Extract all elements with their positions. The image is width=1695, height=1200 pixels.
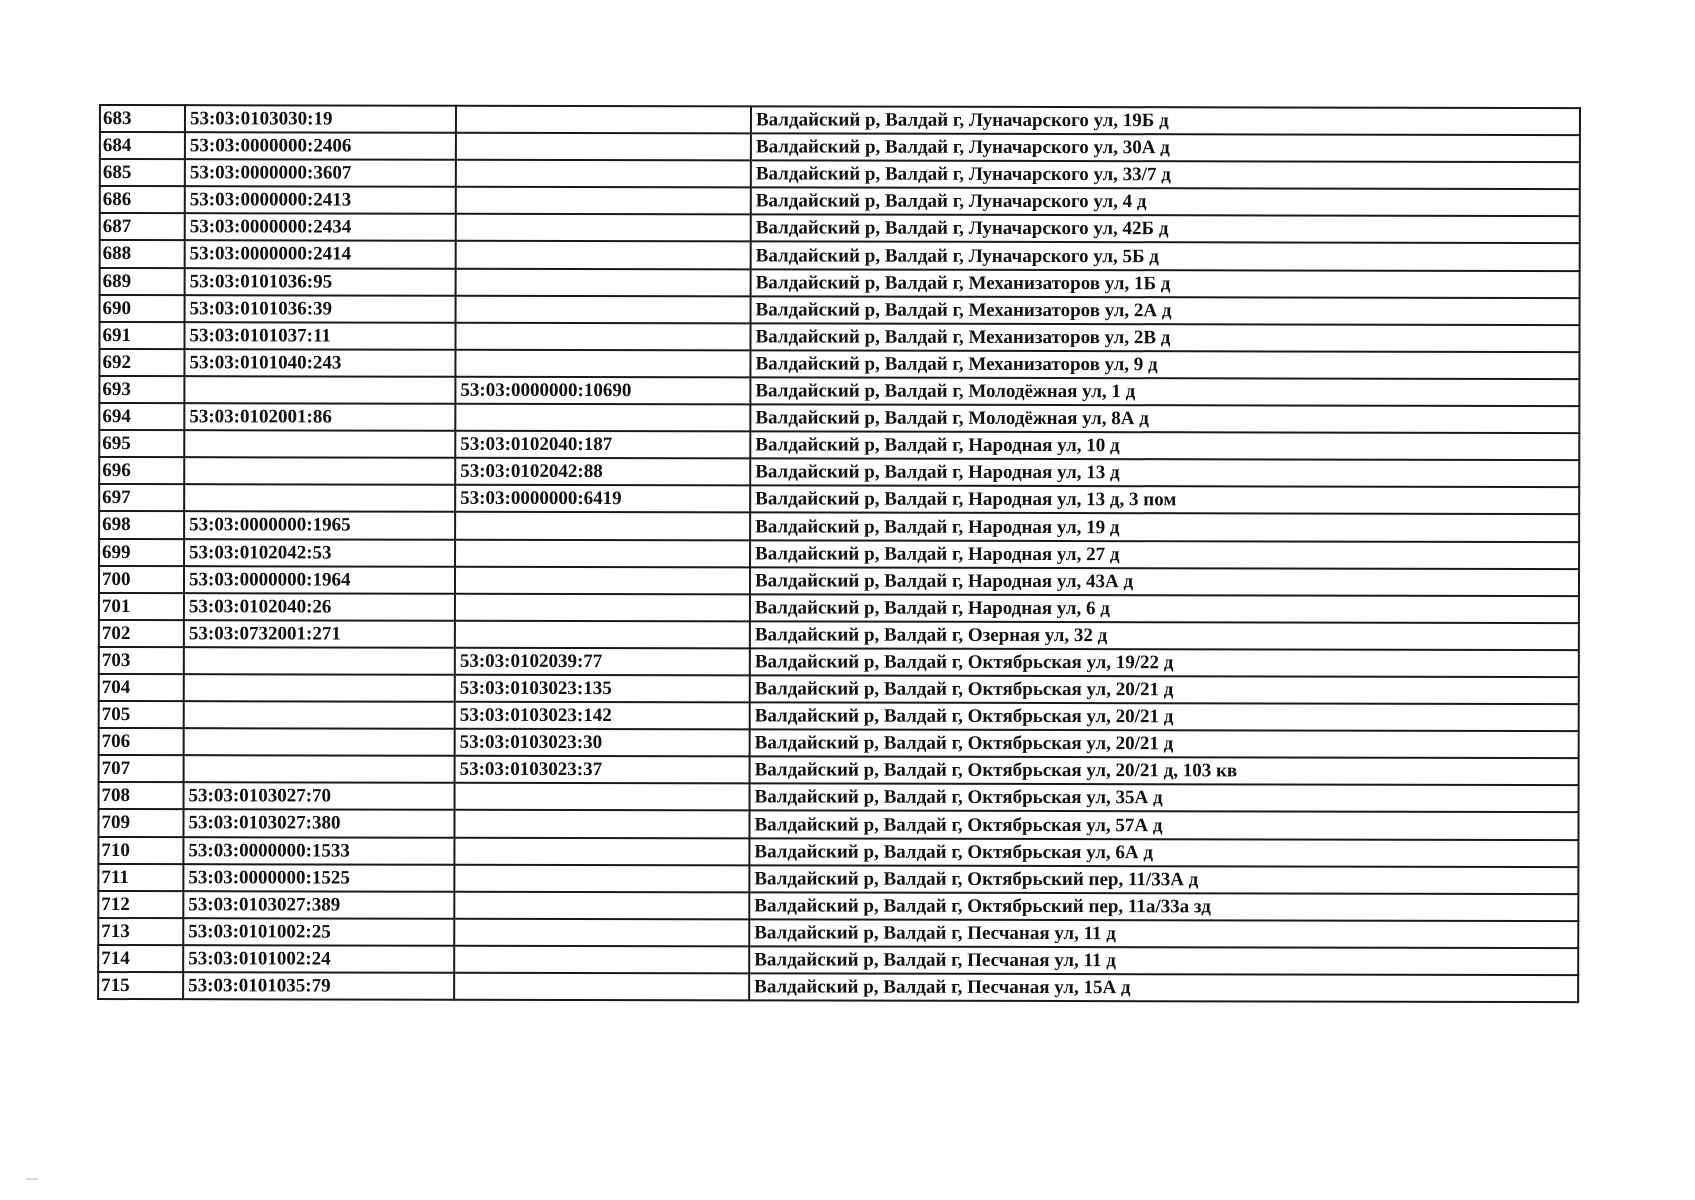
- cadastral-number-primary: 53:03:0000000:1525: [183, 864, 454, 892]
- table-row: [99, 755, 1579, 785]
- cadastral-number-primary: 53:03:0102001:86: [184, 403, 455, 431]
- cadastral-number-secondary: [455, 566, 750, 594]
- property-address: Валдайский р, Валдай г, Песчаная ул, 15А д: [749, 973, 1578, 1002]
- property-address: Валдайский р, Валдай г, Луначарского ул, 4 д: [751, 188, 1580, 217]
- table-row: [100, 295, 1580, 325]
- property-address: Валдайский р, Валдай г, Механизаторов ул, 9 д: [750, 350, 1579, 379]
- row-number: 704: [99, 674, 184, 701]
- cadastral-number-primary: 53:03:0000000:2434: [185, 214, 456, 242]
- row-number: 689: [100, 268, 185, 295]
- row-number: 707: [99, 755, 184, 782]
- cadastral-number-primary: 53:03:0000000:2406: [185, 132, 456, 160]
- cadastral-number-primary: 53:03:0101037:11: [184, 322, 455, 350]
- table-row: [98, 809, 1578, 839]
- property-address: Валдайский р, Валдай г, Октябрьский пер, 11/33А д: [749, 865, 1578, 894]
- row-number: 714: [98, 945, 183, 972]
- cadastral-number-secondary: 53:03:0102040:187: [455, 431, 750, 459]
- table-row: [98, 945, 1578, 975]
- cadastral-number-primary: 53:03:0102042:53: [184, 539, 455, 567]
- table-row: [98, 837, 1578, 867]
- cadastral-number-secondary: 53:03:0103023:30: [455, 729, 750, 757]
- property-address: Валдайский р, Валдай г, Молодёжная ул, 8А д: [750, 404, 1579, 433]
- row-number: 683: [100, 105, 185, 132]
- row-number: 706: [99, 728, 184, 755]
- table-row: [99, 728, 1579, 758]
- row-number: 694: [99, 403, 184, 430]
- cadastral-number-secondary: [456, 241, 751, 269]
- cadastral-number-secondary: [454, 837, 749, 865]
- cadastral-number-secondary: [454, 810, 749, 838]
- row-number: 688: [100, 240, 185, 267]
- property-address: Валдайский р, Валдай г, Песчаная ул, 11 д: [749, 919, 1578, 948]
- row-number: 712: [98, 891, 183, 918]
- table-row: [99, 322, 1579, 352]
- cadastral-number-primary: 53:03:0101036:39: [185, 295, 456, 323]
- row-number: 711: [98, 864, 183, 891]
- row-number: 698: [99, 511, 184, 538]
- property-address: Валдайский р, Валдай г, Октябрьская ул, 20/21 д, 103 кв: [750, 757, 1579, 786]
- table-row: [99, 593, 1579, 623]
- scan-artifact-mark: [26, 1178, 38, 1180]
- row-number: 697: [99, 484, 184, 511]
- table-row: [99, 782, 1579, 812]
- cadastral-number-secondary: [455, 593, 750, 621]
- cadastral-number-secondary: 53:03:0000000:10690: [455, 377, 750, 405]
- property-address: Валдайский р, Валдай г, Октябрьская ул, 20/21 д: [750, 675, 1579, 704]
- cadastral-number-secondary: [454, 891, 749, 919]
- row-number: 696: [99, 457, 184, 484]
- row-number: 695: [99, 430, 184, 457]
- table-row: [99, 539, 1579, 569]
- row-number: 691: [99, 322, 184, 349]
- row-number: 684: [100, 132, 185, 159]
- property-address: Валдайский р, Валдай г, Октябрьская ул, 6А д: [749, 838, 1578, 867]
- table-row: [100, 268, 1580, 298]
- property-address: Валдайский р, Валдай г, Народная ул, 6 д: [750, 594, 1579, 623]
- cadastral-number-primary: [184, 376, 455, 404]
- cadastral-number-secondary: [456, 295, 751, 323]
- cadastral-number-secondary: 53:03:0000000:6419: [455, 485, 750, 513]
- property-address: Валдайский р, Валдай г, Луначарского ул, 5Б д: [751, 242, 1580, 271]
- table-row: [99, 511, 1579, 541]
- table-row: [99, 457, 1579, 487]
- cadastral-number-secondary: [455, 621, 750, 649]
- cadastral-number-secondary: [454, 919, 749, 947]
- cadastral-number-primary: [184, 647, 455, 675]
- cadastral-number-primary: [184, 701, 455, 729]
- property-address: Валдайский р, Валдай г, Озерная ул, 32 д: [750, 621, 1579, 650]
- row-number: 708: [99, 782, 184, 809]
- row-number: 699: [99, 539, 184, 566]
- property-address: Валдайский р, Валдай г, Народная ул, 13 д: [750, 459, 1579, 488]
- property-address: Валдайский р, Валдай г, Народная ул, 10 д: [750, 431, 1579, 460]
- property-address: Валдайский р, Валдай г, Октябрьская ул, 20/21 д: [750, 730, 1579, 759]
- property-address: Валдайский р, Валдай г, Народная ул, 13 д, 3 пом: [750, 486, 1579, 515]
- table-row: [99, 349, 1579, 379]
- property-address: Валдайский р, Валдай г, Механизаторов ул, 2А д: [751, 296, 1580, 325]
- row-number: 705: [99, 701, 184, 728]
- table-row: [98, 864, 1578, 894]
- cadastral-number-primary: 53:03:0000000:1965: [184, 512, 455, 540]
- table-row: [99, 403, 1579, 433]
- cadastral-number-primary: 53:03:0103027:389: [183, 891, 454, 919]
- property-registry-table: [97, 104, 1581, 1003]
- cadastral-number-secondary: [454, 973, 749, 1001]
- cadastral-number-primary: [184, 728, 455, 756]
- property-address: Валдайский р, Валдай г, Октябрьский пер, 11а/33а зд: [749, 892, 1578, 921]
- cadastral-number-primary: [184, 484, 455, 512]
- row-number: 690: [100, 295, 185, 322]
- cadastral-number-secondary: [455, 322, 750, 350]
- property-address: Валдайский р, Валдай г, Октябрьская ул, 20/21 д: [750, 702, 1579, 731]
- cadastral-number-secondary: 53:03:0102039:77: [455, 648, 750, 676]
- row-number: 700: [99, 566, 184, 593]
- cadastral-number-secondary: [456, 133, 751, 161]
- table-row: [98, 891, 1578, 921]
- cadastral-number-primary: 53:03:0101002:24: [183, 945, 454, 973]
- cadastral-number-primary: [184, 430, 455, 458]
- property-address: Валдайский р, Валдай г, Октябрьская ул, 57А д: [749, 811, 1578, 840]
- property-address: Валдайский р, Валдай г, Механизаторов ул, 1Б д: [751, 269, 1580, 298]
- cadastral-number-secondary: [455, 512, 750, 540]
- cadastral-number-secondary: 53:03:0103023:37: [455, 756, 750, 784]
- cadastral-number-primary: 53:03:0101002:25: [183, 918, 454, 946]
- cadastral-number-primary: 53:03:0103027:380: [183, 810, 454, 838]
- cadastral-number-secondary: [455, 539, 750, 567]
- cadastral-number-secondary: [455, 350, 750, 378]
- table-row: [100, 132, 1580, 162]
- property-address: Валдайский р, Валдай г, Механизаторов ул, 2В д: [750, 323, 1579, 352]
- row-number: 703: [99, 647, 184, 674]
- property-address: Валдайский р, Валдай г, Луначарского ул, 42Б д: [751, 215, 1580, 244]
- table-row: [99, 566, 1579, 596]
- cadastral-number-primary: 53:03:0732001:271: [184, 620, 455, 648]
- table-row: [100, 159, 1580, 189]
- property-address: Валдайский р, Валдай г, Народная ул, 27 д: [750, 540, 1579, 569]
- row-number: 686: [100, 186, 185, 213]
- registry-table-body: [98, 105, 1580, 1002]
- table-row: [100, 240, 1580, 270]
- cadastral-number-secondary: [454, 946, 749, 974]
- row-number: 701: [99, 593, 184, 620]
- cadastral-number-secondary: 53:03:0103023:135: [455, 675, 750, 703]
- cadastral-number-primary: [184, 755, 455, 783]
- property-address: Валдайский р, Валдай г, Молодёжная ул, 1 д: [750, 377, 1579, 406]
- row-number: 687: [100, 213, 185, 240]
- property-address: Валдайский р, Валдай г, Народная ул, 43А д: [750, 567, 1579, 596]
- property-address: Валдайский р, Валдай г, Луначарского ул, 19Б д: [751, 106, 1580, 135]
- cadastral-number-secondary: [456, 160, 751, 188]
- table-row: [99, 674, 1579, 704]
- row-number: 709: [98, 809, 183, 836]
- cadastral-number-secondary: [456, 187, 751, 215]
- row-number: 715: [98, 972, 183, 999]
- table-row: [100, 213, 1580, 243]
- property-address: Валдайский р, Валдай г, Народная ул, 19 д: [750, 513, 1579, 542]
- table-row: [99, 430, 1579, 460]
- cadastral-number-secondary: [456, 214, 751, 242]
- cadastral-number-secondary: 53:03:0103023:142: [455, 702, 750, 730]
- cadastral-number-primary: 53:03:0000000:2414: [185, 241, 456, 269]
- property-address: Валдайский р, Валдай г, Октябрьская ул, 35А д: [750, 784, 1579, 813]
- row-number: 692: [99, 349, 184, 376]
- property-address: Валдайский р, Валдай г, Песчаная ул, 11 д: [749, 946, 1578, 975]
- cadastral-number-primary: 53:03:0000000:2413: [185, 186, 456, 214]
- table-row: [99, 701, 1579, 731]
- table-row: [99, 647, 1579, 677]
- row-number: 693: [99, 376, 184, 403]
- table-row: [99, 620, 1579, 650]
- property-address: Валдайский р, Валдай г, Октябрьская ул, 19/22 д: [750, 648, 1579, 677]
- table-row: [98, 972, 1578, 1002]
- cadastral-number-secondary: 53:03:0102042:88: [455, 458, 750, 486]
- row-number: 685: [100, 159, 185, 186]
- cadastral-number-primary: 53:03:0103027:70: [184, 783, 455, 811]
- table-row: [100, 186, 1580, 216]
- row-number: 710: [98, 837, 183, 864]
- table-row: [100, 105, 1580, 135]
- row-number: 713: [98, 918, 183, 945]
- cadastral-number-primary: [184, 674, 455, 702]
- cadastral-number-primary: 53:03:0103030:19: [185, 105, 456, 133]
- cadastral-number-secondary: [456, 106, 751, 134]
- cadastral-number-secondary: [454, 864, 749, 892]
- cadastral-number-primary: [184, 457, 455, 485]
- cadastral-number-secondary: [455, 404, 750, 432]
- table-row: [99, 376, 1579, 406]
- cadastral-number-primary: 53:03:0102040:26: [184, 593, 455, 621]
- row-number: 702: [99, 620, 184, 647]
- table-row: [99, 484, 1579, 514]
- cadastral-number-primary: 53:03:0101036:95: [185, 268, 456, 296]
- table-row: [98, 918, 1578, 948]
- cadastral-number-secondary: [456, 268, 751, 296]
- cadastral-number-primary: 53:03:0000000:3607: [185, 159, 456, 187]
- cadastral-number-primary: 53:03:0101035:79: [183, 972, 454, 1000]
- cadastral-number-primary: 53:03:0101040:243: [184, 349, 455, 377]
- cadastral-number-primary: 53:03:0000000:1964: [184, 566, 455, 594]
- cadastral-number-secondary: [455, 783, 750, 811]
- cadastral-number-primary: 53:03:0000000:1533: [183, 837, 454, 865]
- property-address: Валдайский р, Валдай г, Луначарского ул, 30А д: [751, 133, 1580, 162]
- property-address: Валдайский р, Валдай г, Луначарского ул, 33/7 д: [751, 161, 1580, 190]
